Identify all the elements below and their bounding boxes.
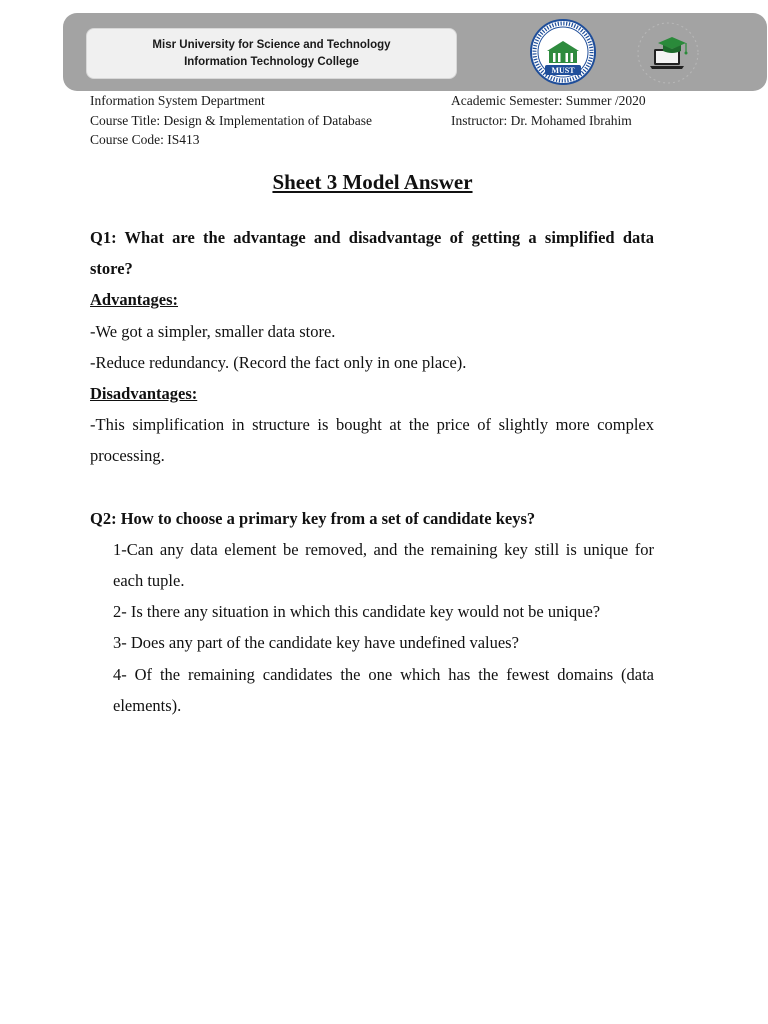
institution-title-box [86,28,457,79]
page-title: Sheet 3 Model Answer [272,170,473,194]
semester-text: Academic Semester: Summer /2020 [451,93,646,108]
document-body [90,222,654,721]
graduation-laptop-icon [636,21,700,85]
instructor-text: Instructor: Dr. Mohamed Ibrahim [451,112,632,128]
department-text: Information System Department [90,93,265,108]
seal-label: MUST [551,66,575,75]
q2-answer-item: 2- Is there any situation in which this candidate key would not be unique? [113,602,601,622]
section-spacer [90,472,654,503]
advantages-heading: Advantages: [90,290,179,310]
advantage-item: -Reduce redundancy. (Record the fact only in one place). [90,352,467,372]
q2-answer-item: 4- Of the remaining candidates the one which has the fewest domains (data elements). [113,664,654,715]
university-name: Misr University for Science and Technology [152,38,391,51]
course-title-text: Course Title: Design & Implementation of Database [90,112,372,128]
course-info-right [451,91,646,130]
q2-answer-item: 3- Does any part of the candidate key have undefined values? [113,633,519,653]
university-seal-icon [530,19,596,85]
course-info-left [90,91,372,150]
q2-question: Q2: How to choose a primary key from a set of candidate keys? [90,508,536,528]
advantage-item: -We got a simpler, smaller data store. [90,321,336,341]
disadvantages-heading: Disadvantages: [90,384,198,404]
college-name: Information Technology College [184,55,359,68]
course-code-text: Course Code: IS413 [90,132,200,147]
disadvantage-item: -This simplification in structure is bought at the price of slightly more complex processing. [90,415,654,466]
q2-answer-item: 1-Can any data element be removed, and the remaining key still is unique for each tuple. [113,539,654,591]
q1-question: Q1: What are the advantage and disadvantage of getting a simplified data store? [90,228,654,279]
